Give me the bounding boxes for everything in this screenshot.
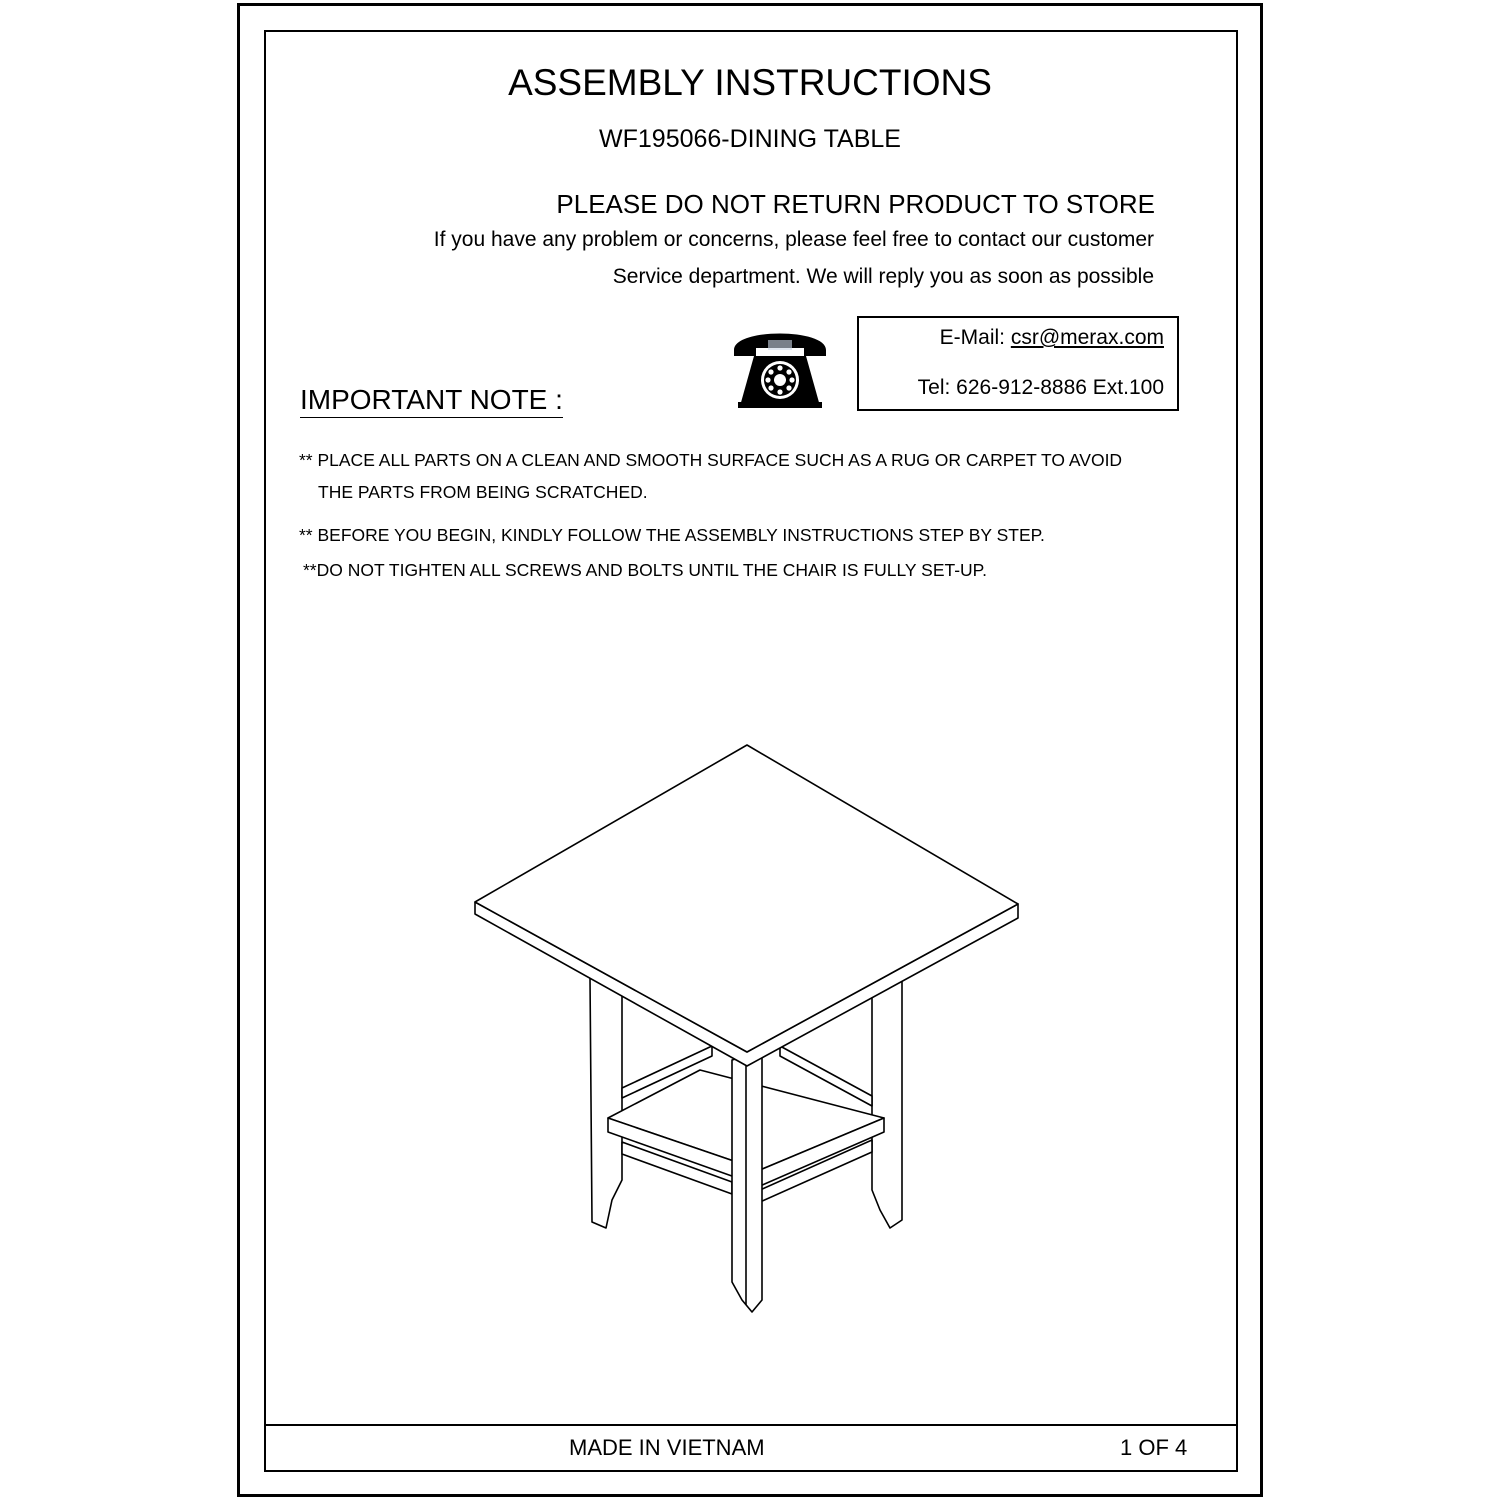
page-number: 1 OF 4 xyxy=(1120,1435,1188,1460)
telephone-icon xyxy=(728,322,832,412)
note-item: ** BEFORE YOU BEGIN, KINDLY FOLLOW THE ASSEMBLY INSTRUCTIONS STEP BY STEP. xyxy=(299,525,1045,545)
email-line xyxy=(940,327,1164,348)
email-link[interactable]: csr@merax.com xyxy=(1010,326,1164,349)
email-label: E-Mail: xyxy=(939,326,1011,349)
no-return-notice: PLEASE DO NOT RETURN PRODUCT TO STORE xyxy=(556,189,1155,219)
note-item: **DO NOT TIGHTEN ALL SCREWS AND BOLTS UNTIL THE CHAIR IS FULLY SET-UP. xyxy=(303,560,987,580)
note-item: THE PARTS FROM BEING SCRATCHED. xyxy=(318,482,648,502)
telephone-number: Tel: 626-912-8886 Ext.100 xyxy=(917,376,1164,399)
model-number: WF195066-DINING TABLE xyxy=(599,125,901,153)
document-title: ASSEMBLY INSTRUCTIONS xyxy=(508,62,992,103)
made-in-label: MADE IN VIETNAM xyxy=(569,1435,765,1460)
important-note-heading: IMPORTANT NOTE : xyxy=(300,386,563,418)
contact-notice-line-1: If you have any problem or concerns, please feel free to contact our customer xyxy=(433,228,1154,251)
footer-divider xyxy=(264,1424,1236,1426)
note-item: ** PLACE ALL PARTS ON A CLEAN AND SMOOTH SURFACE SUCH AS A RUG OR CARPET TO AVOID xyxy=(299,450,1123,470)
contact-notice-line-2: Service department. We will reply you as soon as possible xyxy=(612,265,1154,288)
dining-table-drawing xyxy=(460,735,1040,1325)
